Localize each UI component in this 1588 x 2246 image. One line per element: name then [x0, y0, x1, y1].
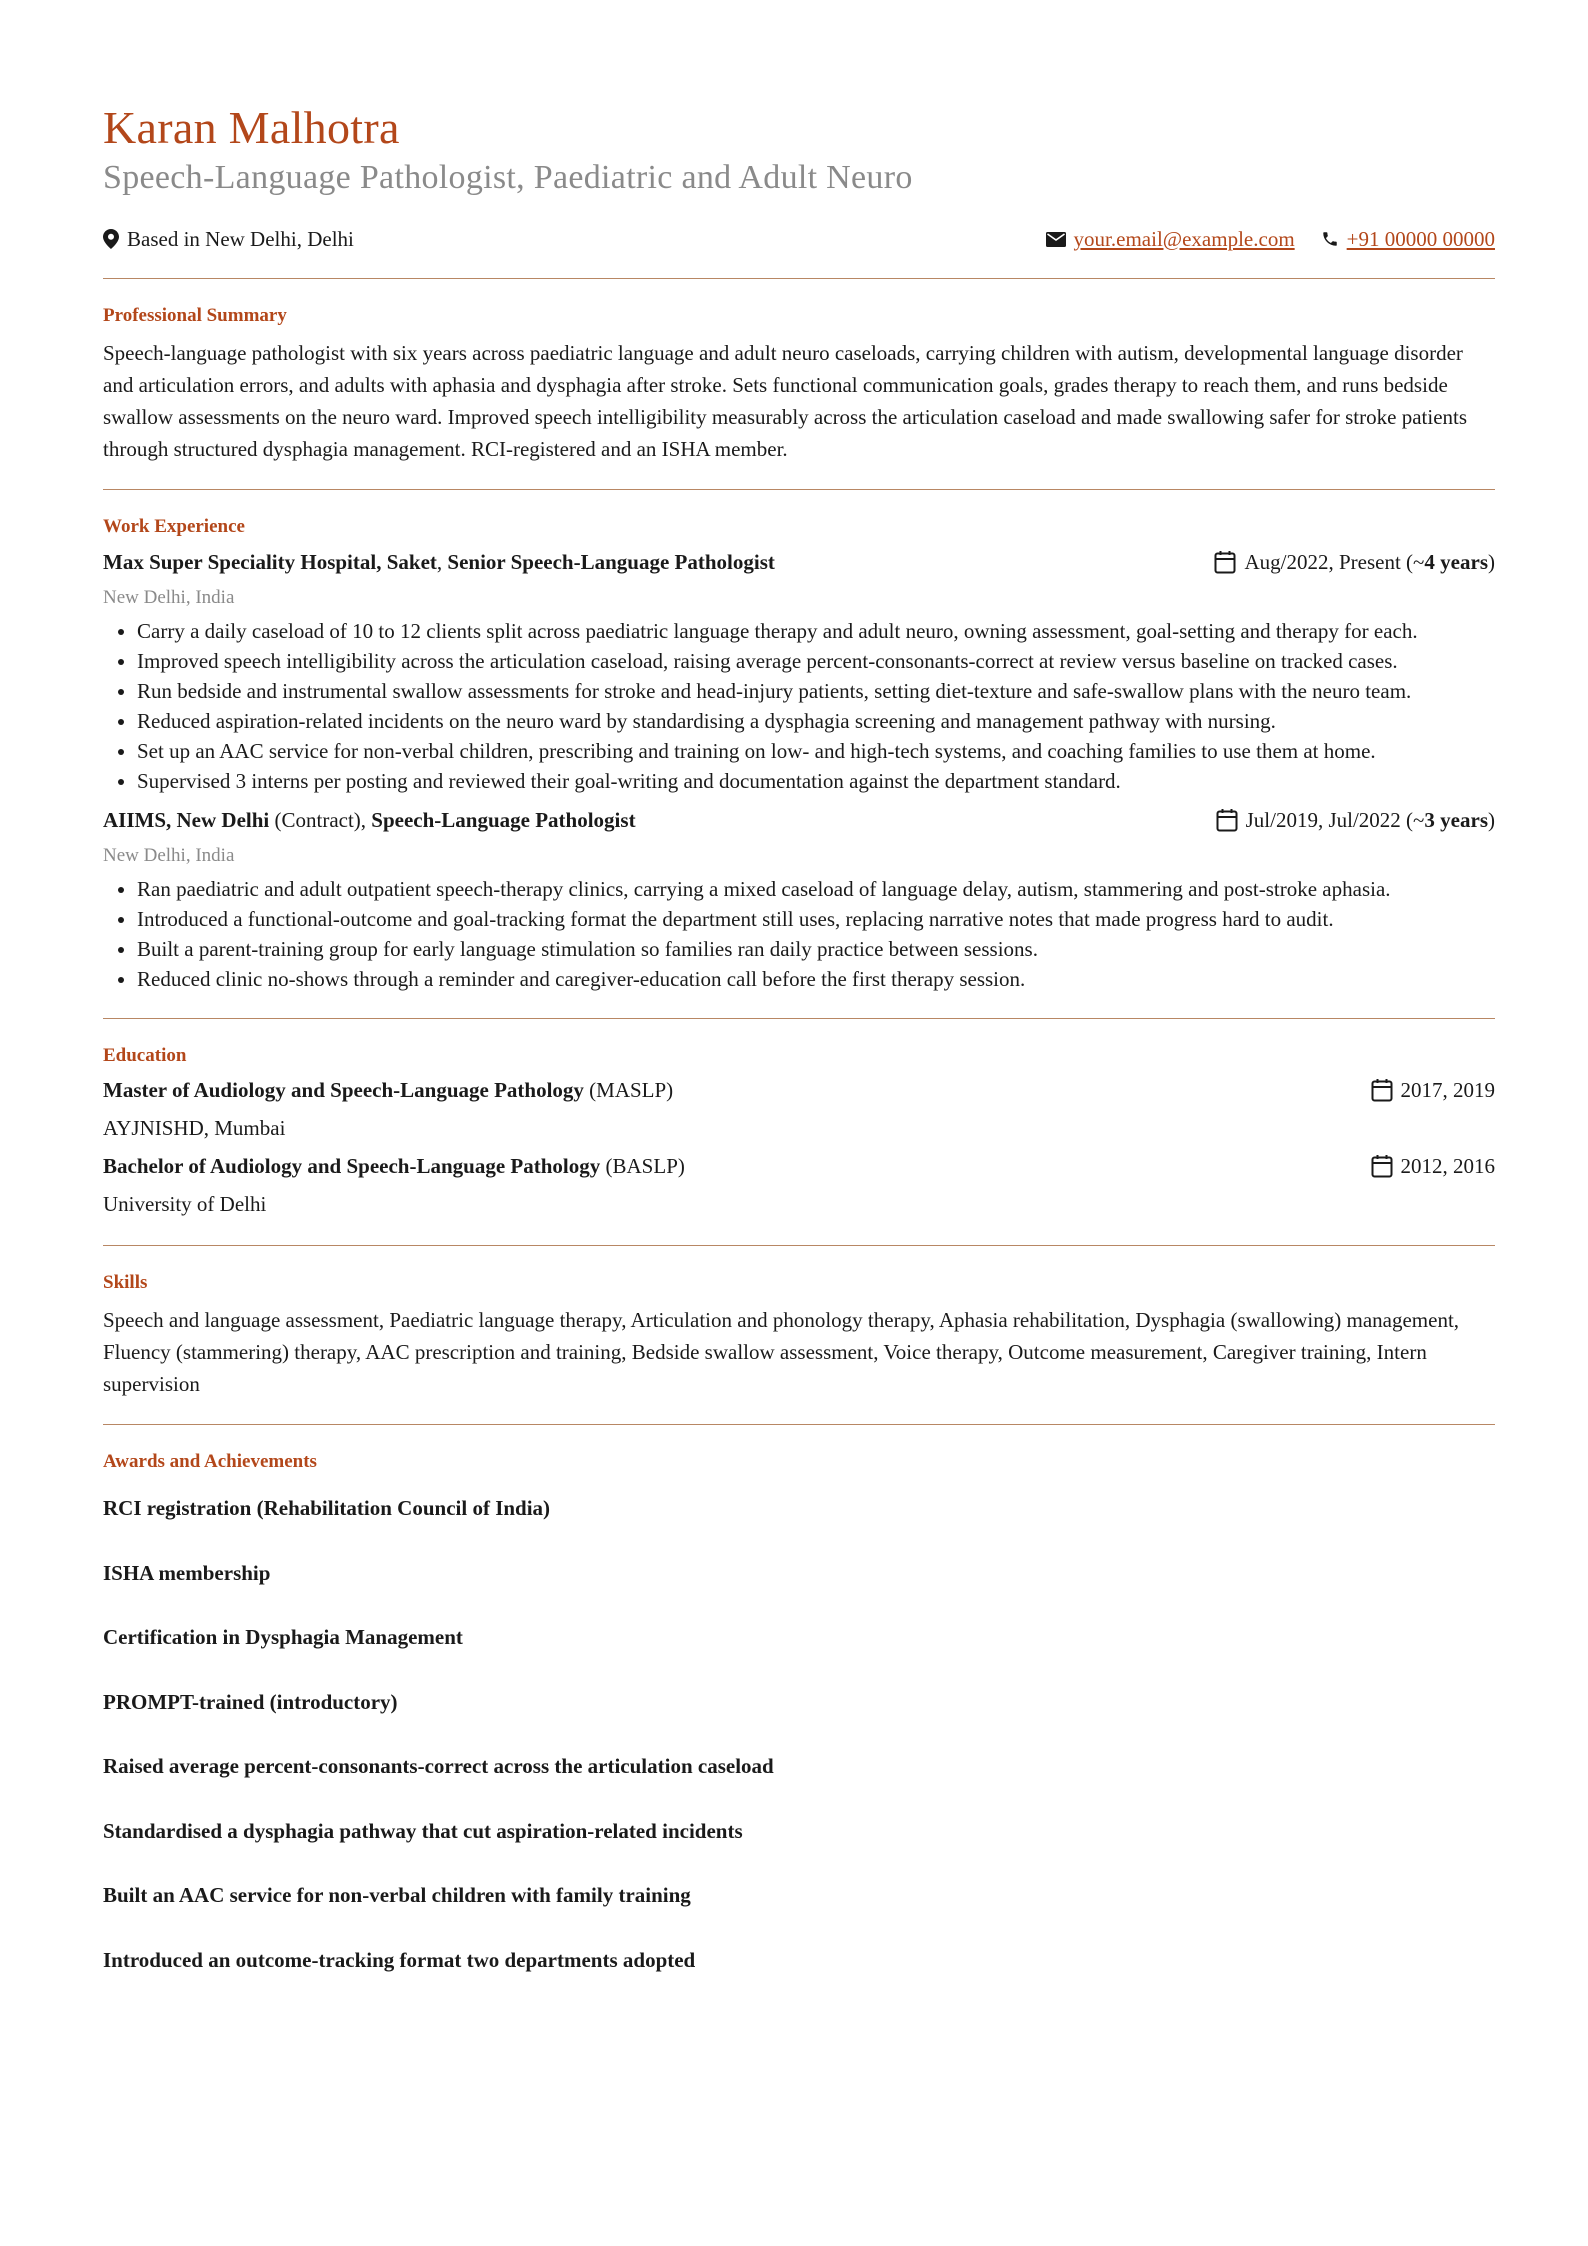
separator: , [360, 808, 372, 832]
award-item: Introduced an outcome-tracking format two departments adopted [103, 1947, 696, 1972]
section-heading-awards: Awards and Achievements [103, 1451, 317, 1472]
education-entry [103, 1071, 1495, 1109]
institution: AYJNISHD, Mumbai [103, 1116, 286, 1140]
paren-close: ) [1488, 550, 1495, 574]
phone-icon [1321, 230, 1339, 248]
degree-line [103, 1071, 673, 1109]
job-location: New Delhi, India [103, 845, 235, 866]
location-item [103, 227, 354, 252]
contact-row [103, 222, 1495, 256]
job-bullets [103, 874, 1495, 994]
duration: 4 years [1424, 550, 1488, 574]
degree-name: Master of Audiology and Speech-Language Pathology [103, 1078, 584, 1102]
date-range: 2012, 2016 [1400, 1154, 1495, 1178]
bullet-item: • Carry a daily caseload of 10 to 12 clients split across paediatric language therapy and adult neuro, owning assessment, goal-setting and therapy for each. [137, 616, 1495, 646]
award-item: Standardised a dysphagia pathway that cut aspiration-related incidents [103, 1818, 743, 1843]
date-range: Aug/2022, Present (~ [1244, 550, 1425, 574]
institution: University of Delhi [103, 1192, 267, 1216]
paren-close: ) [1488, 808, 1495, 832]
section-heading-skills: Skills [103, 1272, 148, 1293]
candidate-name: Karan Malhotra [103, 102, 400, 153]
calendar-icon [1371, 1154, 1393, 1178]
bullet-item: • Reduced aspiration-related incidents on the neuro ward by standardising a dysphagia screening and management pathway with nursing. [137, 706, 1495, 736]
education-entry [103, 1147, 1495, 1185]
map-pin-icon [103, 229, 119, 249]
summary-text: Speech-language pathologist with six years across paediatric language and adult neuro caseloads, carrying children with autism, developmental language disorder and articulation errors, and adults with aphasia and dysphagia after stroke. Sets functional communication goals, grades therapy to reach them, and runs bedside swallow assessments on the neuro ward. Improved speech intelligibility measurably across the articulation caseload and made swallowing safer for stroke patients through structured dysphagia management. RCI-registered and an ISHA member. [103, 341, 1468, 461]
candidate-title: Speech-Language Pathologist, Paediatric and Adult Neuro [103, 159, 913, 196]
job-title-line [103, 544, 775, 580]
award-item: ISHA membership [103, 1560, 271, 1585]
section-heading-education: Education [103, 1045, 187, 1066]
calendar-icon [1214, 550, 1236, 574]
employer-note: (Contract) [269, 808, 361, 832]
education-dates [1371, 1147, 1496, 1185]
bullet-item: • Reduced clinic no-shows through a reminder and caregiver-education call before the first therapy session. [137, 964, 1495, 994]
bullet-item: • Supervised 3 interns per posting and reviewed their goal-writing and documentation against the department standard. [137, 766, 1495, 796]
award-item: RCI registration (Rehabilitation Council of India) [103, 1496, 551, 1520]
bullet-item: • Built a parent-training group for early language stimulation so families ran daily practice between sessions. [137, 934, 1495, 964]
award-item: Raised average percent-consonants-correct across the articulation caseload [103, 1754, 774, 1778]
awards-section [103, 1425, 1495, 2009]
skills-text: Speech and language assessment, Paediatric language therapy, Articulation and phonology therapy, Aphasia rehabilitation, Dysphagia (swallowing) management, Fluency (stammering) therapy, AAC prescription and training, Bedside swallow assessment, Voice therapy, Outcome measurement, Caregiver training, Intern supervision [103, 1308, 1460, 1396]
phone-item [1321, 227, 1495, 252]
award-item: PROMPT-trained (introductory) [103, 1689, 398, 1714]
resume-page [103, 100, 1495, 2009]
skills-section [103, 1246, 1495, 1424]
job-header [103, 802, 1495, 838]
calendar-icon [1371, 1078, 1393, 1102]
location-text: Based in New Delhi, Delhi [127, 226, 354, 251]
email-item [1046, 227, 1295, 252]
degree-abbr: (MASLP) [583, 1078, 674, 1102]
summary-section [103, 279, 1495, 489]
bullet-item: • Run bedside and instrumental swallow assessments for stroke and head-injury patients, setting diet-texture and safe-swallow plans with the neuro team. [137, 676, 1495, 706]
experience-section [103, 490, 1495, 1018]
job-employer: Max Super Speciality Hospital, Saket [103, 550, 437, 574]
job-dates [1214, 544, 1495, 580]
job-employer: AIIMS, New Delhi [103, 808, 270, 832]
date-range: 2017, 2019 [1400, 1078, 1495, 1102]
education-dates [1371, 1071, 1496, 1109]
job-bullets [103, 616, 1495, 796]
job-dates [1216, 802, 1495, 838]
bullet-item: • Ran paediatric and adult outpatient speech-therapy clinics, carrying a mixed caseload of language delay, autism, stammering and post-stroke aphasia. [137, 874, 1495, 904]
job-role: Senior Speech-Language Pathologist [447, 550, 775, 574]
section-heading-experience: Work Experience [103, 516, 245, 537]
bullet-item: • Set up an AAC service for non-verbal children, prescribing and training on low- and high-tech systems, and coaching families to use them at home. [137, 736, 1495, 766]
degree-line [103, 1147, 685, 1185]
calendar-icon [1216, 808, 1238, 832]
job-entry [103, 802, 1495, 994]
job-role: Speech-Language Pathologist [371, 808, 636, 832]
contact-links [1020, 227, 1495, 252]
phone-link[interactable]: +91 00000 00000 [1346, 226, 1495, 251]
envelope-icon [1046, 232, 1066, 247]
education-section [103, 1019, 1495, 1245]
award-item: Certification in Dysphagia Management [103, 1625, 463, 1649]
job-title-line [103, 802, 636, 838]
date-range: Jul/2019, Jul/2022 (~ [1245, 808, 1425, 832]
duration: 3 years [1424, 808, 1488, 832]
degree-name: Bachelor of Audiology and Speech-Language Pathology [103, 1154, 601, 1178]
degree-abbr: (BASLP) [600, 1154, 685, 1178]
separator: , [436, 550, 448, 574]
section-heading-summary: Professional Summary [103, 305, 287, 326]
award-item: Built an AAC service for non-verbal children with family training [103, 1883, 691, 1907]
job-entry [103, 544, 1495, 796]
job-header [103, 544, 1495, 580]
email-link[interactable]: your.email@example.com [1073, 226, 1295, 251]
bullet-item: • Improved speech intelligibility across the articulation caseload, raising average percent-consonants-correct at review versus baseline on tracked cases. [137, 646, 1495, 676]
job-location: New Delhi, India [103, 587, 235, 608]
bullet-item: • Introduced a functional-outcome and goal-tracking format the department still uses, replacing narrative notes that made progress hard to audit. [137, 904, 1495, 934]
